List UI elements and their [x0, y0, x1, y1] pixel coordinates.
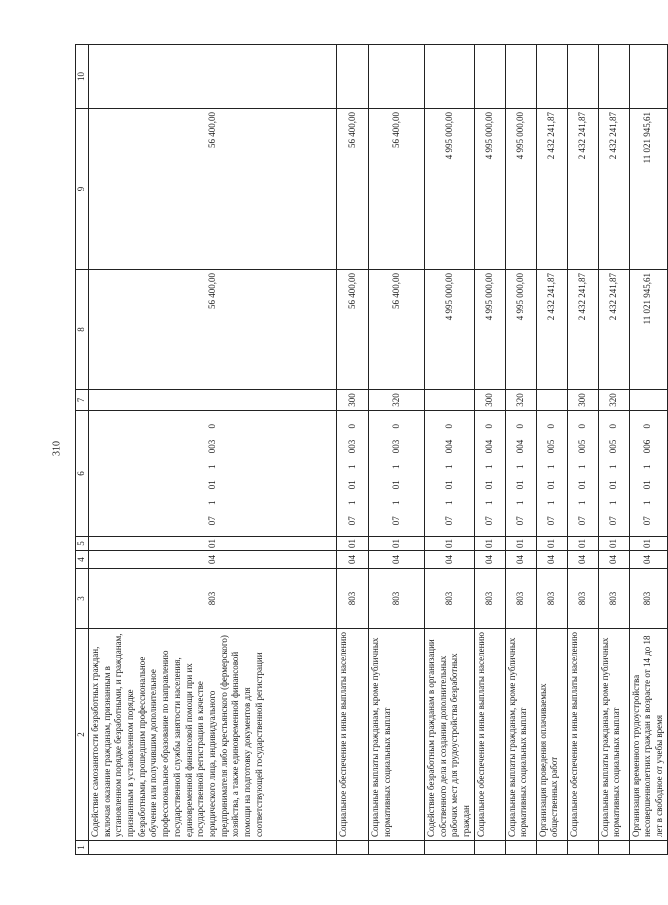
- cell-section: 04: [505, 551, 536, 569]
- cell-amount-total: 56 400,00: [369, 109, 425, 270]
- cell-amount-total: 11 021 945,61: [629, 109, 667, 270]
- code-part: 005: [607, 439, 618, 454]
- code-part: 01: [206, 480, 217, 490]
- cell-col10: [536, 45, 567, 109]
- cell-ministry-code: 803: [474, 569, 505, 629]
- cell-expense-type: [425, 390, 475, 411]
- cell-ministry-code: 803: [629, 569, 667, 629]
- cell-description: Социальное обеспечение и иные выплаты населению: [474, 629, 505, 841]
- cell-col1: [598, 841, 629, 855]
- table-row: [505, 45, 536, 855]
- code-part: 1: [443, 500, 454, 505]
- code-part: 01: [346, 480, 357, 490]
- code-part: 004: [483, 439, 494, 454]
- budget-table-rotated: [75, 45, 665, 855]
- cell-ministry-code: 803: [425, 569, 475, 629]
- header-cell-9: 9: [76, 109, 89, 270]
- cell-description: Социальное обеспечение и иные выплаты населению: [337, 629, 369, 841]
- code-part: 0: [206, 424, 217, 429]
- cell-section: 04: [425, 551, 475, 569]
- code-part: 1: [545, 500, 556, 505]
- cell-amount-total: 2 432 241,87: [567, 109, 598, 270]
- table-row: [474, 45, 505, 855]
- cell-col10: [629, 45, 667, 109]
- cell-col10: [425, 45, 475, 109]
- cell-col1: [629, 841, 667, 855]
- cell-section: 04: [337, 551, 369, 569]
- code-part: 1: [390, 464, 401, 469]
- cell-amount: 11 021 945,61: [629, 270, 667, 390]
- budget-table: [75, 44, 668, 855]
- cell-expense-type: [536, 390, 567, 411]
- code-part: 0: [390, 424, 401, 429]
- cell-col1: [89, 841, 337, 855]
- cell-amount: 2 432 241,87: [536, 270, 567, 390]
- cell-target-article: [474, 411, 505, 537]
- code-part: 1: [346, 464, 357, 469]
- cell-col1: [536, 841, 567, 855]
- cell-section: 04: [474, 551, 505, 569]
- cell-ministry-code: 803: [505, 569, 536, 629]
- code-part: 0: [483, 424, 494, 429]
- cell-amount: 2 432 241,87: [567, 270, 598, 390]
- cell-amount-total: 4 995 000,00: [474, 109, 505, 270]
- code-part: 01: [576, 480, 587, 490]
- cell-amount: 4 995 000,00: [474, 270, 505, 390]
- code-part: 1: [576, 464, 587, 469]
- cell-col10: [89, 45, 337, 109]
- cell-col1: [505, 841, 536, 855]
- header-cell-10: 10: [76, 45, 89, 109]
- cell-ministry-code: 803: [536, 569, 567, 629]
- code-part: 01: [514, 480, 525, 490]
- code-part: 1: [483, 464, 494, 469]
- code-part: 1: [514, 500, 525, 505]
- code-part: 07: [576, 516, 587, 526]
- code-part: 1: [443, 464, 454, 469]
- cell-subsection: 01: [629, 537, 667, 551]
- code-part: 0: [576, 424, 587, 429]
- table-row: [629, 45, 667, 855]
- cell-section: 04: [369, 551, 425, 569]
- cell-amount-total: 2 432 241,87: [536, 109, 567, 270]
- cell-section: 04: [567, 551, 598, 569]
- cell-subsection: 01: [567, 537, 598, 551]
- cell-target-article: [89, 411, 337, 537]
- cell-amount-total: 4 995 000,00: [425, 109, 475, 270]
- code-part: 07: [514, 516, 525, 526]
- cell-target-article: [425, 411, 475, 537]
- code-part: 1: [483, 500, 494, 505]
- cell-description: Организация временного трудоустройства несовершеннолетних граждан в возрасте от 14 до 18 лет в свободное от учебы время: [629, 629, 667, 841]
- cell-ministry-code: 803: [337, 569, 369, 629]
- table-row: [425, 45, 475, 855]
- cell-target-article: [536, 411, 567, 537]
- code-part: 1: [642, 500, 653, 505]
- cell-subsection: 01: [425, 537, 475, 551]
- code-part: 1: [346, 500, 357, 505]
- code-part: 005: [576, 439, 587, 454]
- cell-col10: [598, 45, 629, 109]
- cell-col1: [337, 841, 369, 855]
- cell-subsection: 01: [474, 537, 505, 551]
- code-part: 01: [642, 480, 653, 490]
- cell-description: Социальные выплаты гражданам, кроме публичных нормативных социальных выплат: [505, 629, 536, 841]
- cell-col10: [567, 45, 598, 109]
- cell-expense-type: 300: [337, 390, 369, 411]
- code-part: 1: [545, 464, 556, 469]
- code-part: 1: [576, 500, 587, 505]
- cell-expense-type: 320: [505, 390, 536, 411]
- code-part: 01: [443, 480, 454, 490]
- code-part: 0: [346, 424, 357, 429]
- code-part: 07: [483, 516, 494, 526]
- cell-col10: [474, 45, 505, 109]
- table-row: [536, 45, 567, 855]
- table-row: [89, 45, 337, 855]
- cell-description: Содействие самозанятости безработных граждан, включая оказание гражданам, признанным в установленном порядке безработными, и гражданам, признанным в установленном порядке безработными, прошедшим профессиональное обучение или получившим дополнительное профессиональное образование по направлению государственной службы занятости населения, единовременной финансовой помощи при их государственной регистрации в качестве юридического лица, индивидуального предпринимателя либо крестьянского (фермерского) хозяйства, а также единовременной финансовой помощи на подготовку документов для соответствующей государственной регистрации: [89, 629, 337, 841]
- code-part: 1: [607, 464, 618, 469]
- code-part: 003: [346, 439, 357, 454]
- cell-col1: [369, 841, 425, 855]
- cell-description: Организация проведения оплачиваемых общественных работ: [536, 629, 567, 841]
- header-cell-8: 8: [76, 270, 89, 390]
- cell-subsection: 01: [337, 537, 369, 551]
- cell-section: 04: [598, 551, 629, 569]
- cell-amount-total: 56 400,00: [89, 109, 337, 270]
- cell-subsection: 01: [89, 537, 337, 551]
- code-part: 07: [390, 516, 401, 526]
- cell-expense-type: 300: [567, 390, 598, 411]
- header-cell-4: 4: [76, 551, 89, 569]
- cell-expense-type: 320: [369, 390, 425, 411]
- cell-subsection: 01: [505, 537, 536, 551]
- cell-ministry-code: 803: [89, 569, 337, 629]
- code-part: 1: [514, 464, 525, 469]
- code-part: 1: [642, 464, 653, 469]
- cell-description: Социальное обеспечение и иные выплаты населению: [567, 629, 598, 841]
- code-part: 0: [607, 424, 618, 429]
- cell-amount: 4 995 000,00: [425, 270, 475, 390]
- cell-target-article: [505, 411, 536, 537]
- cell-target-article: [598, 411, 629, 537]
- cell-amount: 56 400,00: [89, 270, 337, 390]
- cell-expense-type: 300: [474, 390, 505, 411]
- code-part: 006: [642, 439, 653, 454]
- header-cell-1: 1: [76, 841, 89, 855]
- code-part: 004: [443, 439, 454, 454]
- code-part: 07: [607, 516, 618, 526]
- cell-target-article: [567, 411, 598, 537]
- cell-section: 04: [536, 551, 567, 569]
- code-part: 0: [642, 424, 653, 429]
- table-row: [598, 45, 629, 855]
- code-part: 0: [443, 424, 454, 429]
- code-part: 0: [514, 424, 525, 429]
- cell-expense-type: [629, 390, 667, 411]
- cell-col10: [505, 45, 536, 109]
- cell-amount-total: 4 995 000,00: [505, 109, 536, 270]
- cell-ministry-code: 803: [567, 569, 598, 629]
- cell-subsection: 01: [369, 537, 425, 551]
- cell-target-article: [337, 411, 369, 537]
- cell-description: Социальные выплаты гражданам, кроме публичных нормативных социальных выплат: [598, 629, 629, 841]
- cell-amount-total: 2 432 241,87: [598, 109, 629, 270]
- cell-amount: 2 432 241,87: [598, 270, 629, 390]
- cell-amount-total: 56 400,00: [337, 109, 369, 270]
- cell-amount: 56 400,00: [337, 270, 369, 390]
- header-cell-5: 5: [76, 537, 89, 551]
- cell-col1: [425, 841, 475, 855]
- cell-description: Содействие безработным гражданам в организации собственного дела и создании дополнительных рабочих мест для трудоустройства безработных граждан: [425, 629, 475, 841]
- code-part: 07: [642, 516, 653, 526]
- code-part: 0: [545, 424, 556, 429]
- cell-col10: [337, 45, 369, 109]
- cell-col10: [369, 45, 425, 109]
- page-number: 310: [51, 441, 63, 456]
- code-part: 01: [390, 480, 401, 490]
- code-part: 07: [346, 516, 357, 526]
- code-part: 1: [206, 464, 217, 469]
- cell-col1: [567, 841, 598, 855]
- code-part: 1: [390, 500, 401, 505]
- cell-section: 04: [629, 551, 667, 569]
- cell-ministry-code: 803: [598, 569, 629, 629]
- cell-amount: 4 995 000,00: [505, 270, 536, 390]
- code-part: 004: [514, 439, 525, 454]
- cell-expense-type: 320: [598, 390, 629, 411]
- cell-subsection: 01: [598, 537, 629, 551]
- cell-section: 04: [89, 551, 337, 569]
- code-part: 01: [483, 480, 494, 490]
- code-part: 1: [607, 500, 618, 505]
- code-part: 01: [607, 480, 618, 490]
- cell-subsection: 01: [536, 537, 567, 551]
- table-row: [337, 45, 369, 855]
- code-part: 07: [545, 516, 556, 526]
- code-part: 1: [206, 500, 217, 505]
- header-cell-7: 7: [76, 390, 89, 411]
- code-part: 01: [545, 480, 556, 490]
- cell-target-article: [629, 411, 667, 537]
- cell-description: Социальные выплаты гражданам, кроме публичных нормативных социальных выплат: [369, 629, 425, 841]
- cell-target-article: [369, 411, 425, 537]
- header-cell-6: 6: [76, 411, 89, 537]
- code-part: 003: [206, 439, 217, 454]
- cell-col1: [474, 841, 505, 855]
- table-row: [369, 45, 425, 855]
- code-part: 003: [390, 439, 401, 454]
- header-cell-2: 2: [76, 629, 89, 841]
- code-part: 005: [545, 439, 556, 454]
- cell-amount: 56 400,00: [369, 270, 425, 390]
- code-part: 07: [206, 516, 217, 526]
- table-row: [567, 45, 598, 855]
- cell-ministry-code: 803: [369, 569, 425, 629]
- cell-expense-type: [89, 390, 337, 411]
- code-part: 07: [443, 516, 454, 526]
- header-row: [76, 45, 89, 855]
- header-cell-3: 3: [76, 569, 89, 629]
